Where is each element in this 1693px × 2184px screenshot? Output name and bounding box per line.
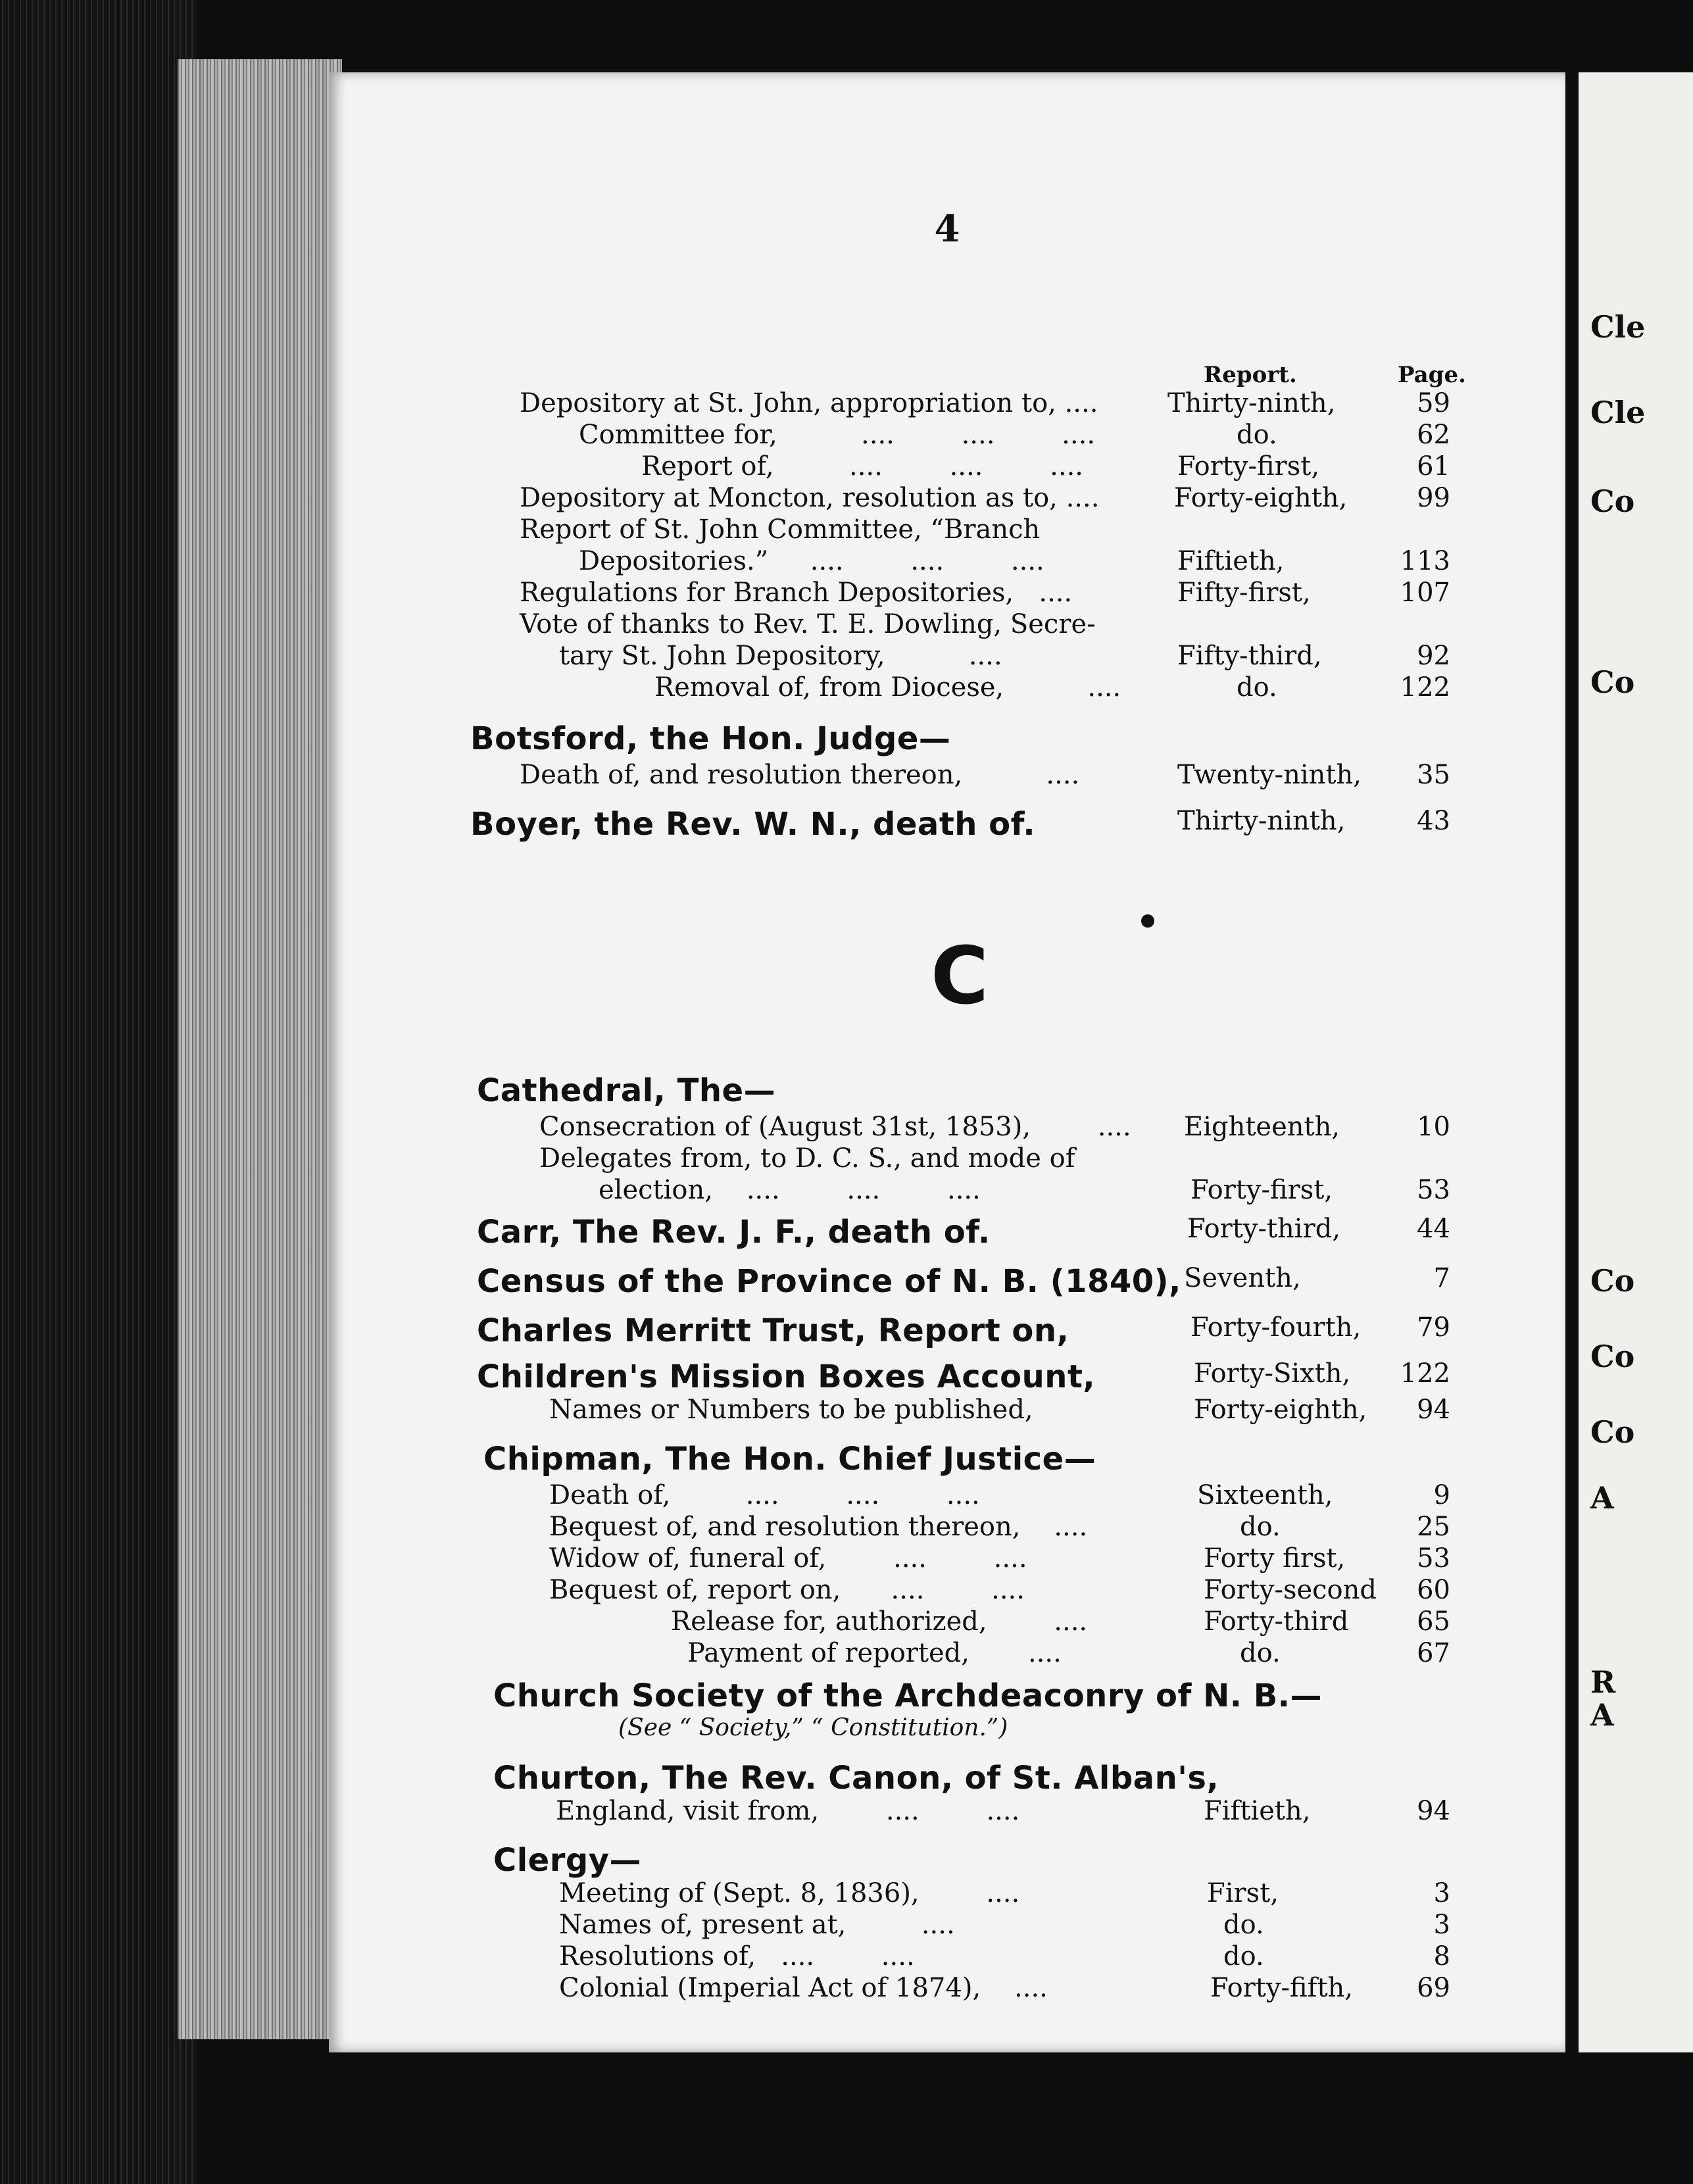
entry-page: 69: [1417, 1973, 1450, 2003]
index-heading: [329, 720, 1565, 757]
entry-page: 8: [1433, 1941, 1450, 1972]
entry-page: 25: [1417, 1512, 1450, 1542]
entry-report: do.: [1240, 1512, 1281, 1542]
entry-text: Payment of reported, ....: [687, 1638, 1062, 1668]
column-header-page: Page.: [1398, 362, 1466, 388]
index-heading: [329, 1072, 1565, 1109]
entry-page: 44: [1417, 1214, 1450, 1244]
index-page: [329, 72, 1565, 2052]
index-entry: [329, 1878, 1565, 1910]
entry-text: Charles Merritt Trust, Report on,: [477, 1312, 1069, 1349]
entry-report: do.: [1237, 672, 1277, 703]
index-entry: [329, 1512, 1565, 1543]
entry-report: Forty-second: [1204, 1575, 1377, 1605]
entry-text: Release for, authorized, ....: [671, 1606, 1088, 1637]
entry-text: Widow of, funeral of, .... ....: [549, 1543, 1027, 1574]
entry-report: Forty-fourth,: [1190, 1312, 1362, 1343]
entry-report: Fiftieth,: [1177, 546, 1285, 576]
entry-text: Census of the Province of N. B. (1840),: [477, 1263, 1181, 1300]
entry-page: 92: [1417, 641, 1450, 671]
entry-text: Clergy—: [493, 1842, 642, 1879]
entry-report: Forty-eighth,: [1194, 1395, 1367, 1425]
entry-page: 53: [1417, 1543, 1450, 1574]
entry-page: 35: [1417, 760, 1450, 790]
facing-fragment: Co: [1590, 664, 1635, 700]
entry-text: Depository at Moncton, resolution as to, ....: [520, 483, 1100, 513]
entry-report: Sixteenth,: [1197, 1480, 1333, 1510]
index-heading: [329, 1677, 1565, 1714]
entry-text: Bequest of, report on, .... ....: [549, 1575, 1025, 1605]
entry-page: 3: [1433, 1910, 1450, 1940]
entry-report: Fifty-third,: [1177, 641, 1322, 671]
entry-text: Children's Mission Boxes Account,: [477, 1358, 1096, 1395]
entry-page: 79: [1417, 1312, 1450, 1343]
index-heading: [329, 1842, 1565, 1879]
entry-text: Carr, The Rev. J. F., death of.: [477, 1214, 991, 1251]
entry-report: Forty-third: [1204, 1606, 1349, 1637]
entry-text: Botsford, the Hon. Judge—: [470, 720, 951, 757]
entry-report: Forty-first,: [1190, 1175, 1333, 1205]
index-entry: [329, 546, 1565, 578]
entry-page: 62: [1417, 420, 1450, 450]
index-entry: [329, 1543, 1565, 1575]
entry-page: 122: [1400, 672, 1450, 703]
page-stack-edges: [178, 59, 342, 2039]
facing-fragment: Cle: [1590, 309, 1646, 345]
entry-text: Report of, .... .... ....: [641, 451, 1084, 482]
entry-text: Chipman, The Hon. Chief Justice—: [483, 1441, 1096, 1477]
section-letter: C: [931, 931, 989, 1022]
entry-text: Boyer, the Rev. W. N., death of.: [470, 806, 1036, 843]
index-entry: [329, 1175, 1565, 1206]
index-entry: [329, 514, 1565, 546]
entry-text: Meeting of (Sept. 8, 1836), ....: [559, 1878, 1020, 1908]
entry-text: Churton, The Rev. Canon, of St. Alban's,: [493, 1760, 1219, 1797]
entry-report: do.: [1240, 1638, 1281, 1668]
index-entry: [329, 1910, 1565, 1941]
entry-text: Colonial (Imperial Act of 1874), ....: [559, 1973, 1048, 2003]
entry-text: Bequest of, and resolution thereon, ....: [549, 1512, 1088, 1542]
facing-fragment: Co: [1590, 1339, 1635, 1374]
entry-report: Thirty-ninth,: [1177, 806, 1346, 836]
entry-page: 113: [1400, 546, 1450, 576]
entry-text: Names or Numbers to be published,: [549, 1395, 1033, 1425]
index-entry: [329, 1606, 1565, 1638]
entry-page: 65: [1417, 1606, 1450, 1637]
index-entry: [329, 451, 1565, 483]
entry-report: Seventh,: [1184, 1263, 1301, 1293]
entry-text: Removal of, from Diocese, ....: [654, 672, 1121, 703]
entry-report: Forty first,: [1204, 1543, 1346, 1574]
facing-fragment: R: [1590, 1664, 1616, 1700]
index-entry: [329, 1638, 1565, 1670]
ink-dot: [1141, 914, 1154, 928]
page-number: 4: [934, 207, 960, 251]
entry-text: Regulations for Branch Depositories, ....: [520, 578, 1073, 608]
entry-text: tary St. John Depository, ....: [559, 641, 1002, 671]
entry-text: (See “ Society,” “ Constitution.”): [618, 1714, 1008, 1741]
entry-report: do.: [1223, 1941, 1264, 1972]
facing-fragment: Cle: [1590, 395, 1646, 430]
entry-page: 53: [1417, 1175, 1450, 1205]
index-heading: [329, 1760, 1565, 1797]
index-entry: [329, 609, 1565, 641]
entry-report: Forty-first,: [1177, 451, 1320, 482]
entry-text: election, .... .... ....: [599, 1175, 981, 1205]
entry-page: 61: [1417, 451, 1450, 482]
index-entry: [329, 1941, 1565, 1973]
index-entry: [329, 483, 1565, 514]
entry-text: Death of, .... .... ....: [549, 1480, 980, 1510]
entry-page: 94: [1417, 1395, 1450, 1425]
index-entry: [329, 672, 1565, 704]
entry-report: do.: [1237, 420, 1277, 450]
entry-text: Committee for, .... .... ....: [579, 420, 1096, 450]
index-heading: [329, 1214, 1565, 1251]
entry-page: 99: [1417, 483, 1450, 513]
entry-report: Twenty-ninth,: [1177, 760, 1362, 790]
entry-report: Forty-third,: [1187, 1214, 1341, 1244]
entry-report: do.: [1223, 1910, 1264, 1940]
entry-text: Delegates from, to D. C. S., and mode of: [539, 1143, 1075, 1174]
index-heading: [329, 1263, 1565, 1300]
facing-fragment: Co: [1590, 484, 1635, 519]
entry-report: Forty-Sixth,: [1194, 1358, 1351, 1389]
index-entry: [329, 1973, 1565, 2004]
index-entry: [329, 641, 1565, 672]
index-entry: [329, 578, 1565, 609]
facing-fragment: A: [1590, 1480, 1614, 1516]
index-heading: [329, 1312, 1565, 1349]
entry-page: 3: [1433, 1878, 1450, 1908]
index-entry: [329, 388, 1565, 420]
index-entry: [329, 1395, 1565, 1426]
scan-border-left: [0, 0, 197, 2184]
index-entry: [329, 1480, 1565, 1512]
entry-page: 7: [1433, 1263, 1450, 1293]
entry-page: 94: [1417, 1796, 1450, 1826]
entry-text: Report of St. John Committee, “Branch: [520, 514, 1041, 545]
index-note: [329, 1714, 1565, 1746]
entry-text: Names of, present at, ....: [559, 1910, 955, 1940]
entry-page: 107: [1400, 578, 1450, 608]
entry-text: Depository at St. John, appropriation to, ....: [520, 388, 1098, 418]
entry-report: Forty-fifth,: [1210, 1973, 1353, 2003]
entry-text: Church Society of the Archdeaconry of N. B.—: [493, 1677, 1323, 1714]
entry-text: Vote of thanks to Rev. T. E. Dowling, Secre-: [520, 609, 1096, 639]
entry-text: Consecration of (August 31st, 1853), ....: [539, 1112, 1131, 1142]
index-entry: [329, 420, 1565, 451]
entry-page: 67: [1417, 1638, 1450, 1668]
entry-text: Death of, and resolution thereon, ....: [520, 760, 1080, 790]
entry-page: 10: [1417, 1112, 1450, 1142]
entry-page: 43: [1417, 806, 1450, 836]
facing-fragment: A: [1590, 1697, 1614, 1733]
entry-report: Thirty-ninth,: [1167, 388, 1336, 418]
index-entry: [329, 1575, 1565, 1606]
entry-page: 59: [1417, 388, 1450, 418]
entry-text: England, visit from, .... ....: [556, 1796, 1020, 1826]
index-entry: [329, 1112, 1565, 1143]
facing-fragment: Co: [1590, 1263, 1635, 1299]
facing-page: [1579, 72, 1693, 2052]
entry-text: Depositories.” .... .... ....: [579, 546, 1044, 576]
entry-report: Fifty-first,: [1177, 578, 1311, 608]
entry-text: Cathedral, The—: [477, 1072, 776, 1109]
entry-report: Fiftieth,: [1204, 1796, 1311, 1826]
entry-report: First,: [1207, 1878, 1279, 1908]
index-entry: [329, 1796, 1565, 1827]
column-header-report: Report.: [1204, 362, 1297, 388]
index-heading: [329, 1441, 1565, 1477]
index-heading: [329, 1358, 1565, 1395]
index-entry: [329, 760, 1565, 791]
index-entry: [329, 1143, 1565, 1175]
entry-page: 122: [1400, 1358, 1450, 1389]
entry-report: Eighteenth,: [1184, 1112, 1340, 1142]
entry-page: 9: [1433, 1480, 1450, 1510]
entry-page: 60: [1417, 1575, 1450, 1605]
entry-text: Resolutions of, .... ....: [559, 1941, 915, 1972]
index-heading: [329, 806, 1565, 843]
facing-fragment: Co: [1590, 1414, 1635, 1450]
entry-report: Forty-eighth,: [1174, 483, 1348, 513]
